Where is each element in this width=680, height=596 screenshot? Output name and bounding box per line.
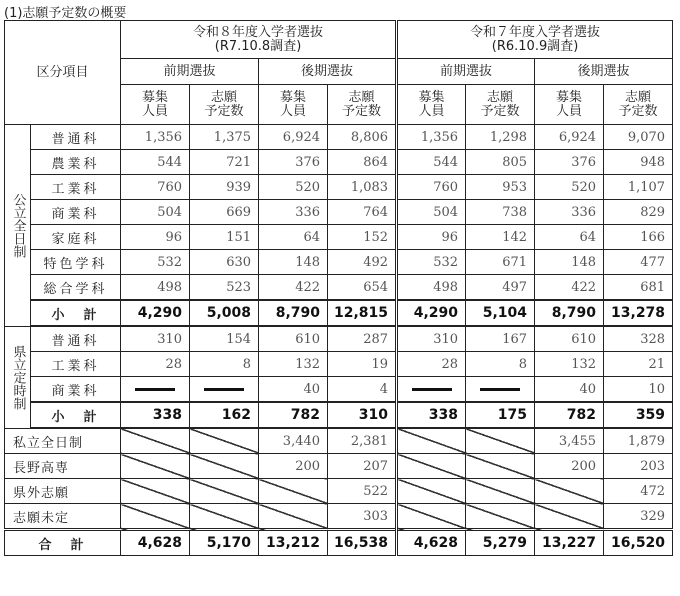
value-cell: 336 — [259, 200, 328, 225]
header-line: 予定数 — [342, 103, 382, 119]
value-cell: 148 — [535, 250, 604, 275]
value-cell: 203 — [604, 454, 673, 479]
row-label: 普通科 — [31, 326, 121, 352]
value-cell: 142 — [466, 225, 535, 250]
value-cell: 376 — [535, 150, 604, 175]
value-cell: 721 — [190, 150, 259, 175]
value-cell: 287 — [328, 326, 397, 352]
row-label: 小 計 — [31, 300, 121, 326]
table-row — [5, 377, 673, 403]
value-cell: 497 — [466, 275, 535, 301]
not-applicable-cell — [190, 377, 259, 403]
table-row — [5, 200, 673, 225]
dash-mark — [135, 388, 175, 391]
header-r7 — [397, 21, 673, 59]
row-label: 家庭科 — [31, 225, 121, 250]
header-shigan — [604, 85, 673, 125]
value-cell: 13,227 — [535, 530, 604, 556]
not-applicable-cell — [397, 377, 466, 403]
value-cell: 151 — [190, 225, 259, 250]
value-cell: 1,083 — [328, 175, 397, 200]
diagonal-cell — [190, 428, 259, 454]
value-cell: 939 — [190, 175, 259, 200]
value-cell: 200 — [535, 454, 604, 479]
value-cell: 4,628 — [121, 530, 190, 556]
value-cell: 132 — [259, 352, 328, 377]
value-cell: 376 — [259, 150, 328, 175]
value-cell: 953 — [466, 175, 535, 200]
table-row — [5, 275, 673, 301]
header-shigan — [190, 85, 259, 125]
value-cell: 9,070 — [604, 125, 673, 150]
value-cell: 671 — [466, 250, 535, 275]
diagonal-cell — [535, 479, 604, 504]
table-row — [5, 479, 673, 504]
row-label: 特色学科 — [31, 250, 121, 275]
value-cell: 829 — [604, 200, 673, 225]
header-line: 予定数 — [618, 103, 658, 119]
diagonal-cell — [121, 504, 190, 530]
value-cell: 4,290 — [397, 300, 466, 326]
value-cell: 310 — [121, 326, 190, 352]
value-cell: 3,440 — [259, 428, 328, 454]
header-line: 予定数 — [204, 103, 244, 119]
value-cell: 8 — [466, 352, 535, 377]
header-r7-survey: (R6.10.9調査) — [491, 38, 579, 54]
diagonal-cell — [121, 428, 190, 454]
value-cell: 338 — [397, 402, 466, 428]
header-line: 志願 — [625, 89, 652, 105]
value-cell: 472 — [604, 479, 673, 504]
value-cell: 2,381 — [328, 428, 397, 454]
header-r7-koki: 後期選抜 — [535, 59, 673, 85]
value-cell: 175 — [466, 402, 535, 428]
value-cell: 477 — [604, 250, 673, 275]
table-row — [5, 175, 673, 200]
value-cell: 544 — [121, 150, 190, 175]
value-cell: 522 — [328, 479, 397, 504]
value-cell: 8,806 — [328, 125, 397, 150]
value-cell: 207 — [328, 454, 397, 479]
value-cell: 504 — [397, 200, 466, 225]
header-r8 — [121, 21, 397, 59]
diagonal-cell — [190, 454, 259, 479]
header-r8-zenki: 前期選抜 — [121, 59, 259, 85]
row-label: 農業科 — [31, 150, 121, 175]
value-cell: 96 — [397, 225, 466, 250]
diagonal-cell — [466, 454, 535, 479]
value-cell: 28 — [397, 352, 466, 377]
value-cell: 544 — [397, 150, 466, 175]
value-cell: 630 — [190, 250, 259, 275]
header-line: 志願 — [211, 89, 238, 105]
diagonal-cell — [259, 479, 328, 504]
table-row — [5, 250, 673, 275]
value-cell: 154 — [190, 326, 259, 352]
diagonal-cell — [466, 504, 535, 530]
value-cell: 5,104 — [466, 300, 535, 326]
value-cell: 492 — [328, 250, 397, 275]
value-cell: 523 — [190, 275, 259, 301]
header-r8-title: 令和８年度入学者選抜 — [193, 24, 324, 40]
value-cell: 764 — [328, 200, 397, 225]
header-line: 人員 — [418, 103, 445, 119]
value-cell: 5,279 — [466, 530, 535, 556]
value-cell: 40 — [535, 377, 604, 403]
table-row — [5, 530, 673, 556]
application-summary-table — [4, 20, 673, 556]
diagonal-cell — [397, 454, 466, 479]
value-cell: 1,298 — [466, 125, 535, 150]
row-label: 私立全日制 — [5, 428, 121, 454]
row-label: 商業科 — [31, 377, 121, 403]
header-bosyu — [259, 85, 328, 125]
row-label: 長野高専 — [5, 454, 121, 479]
value-cell: 10 — [604, 377, 673, 403]
value-cell: 782 — [535, 402, 604, 428]
not-applicable-cell — [121, 377, 190, 403]
value-cell: 760 — [397, 175, 466, 200]
diagonal-cell — [121, 479, 190, 504]
value-cell: 4,628 — [397, 530, 466, 556]
dash-mark — [480, 388, 520, 391]
table-row — [5, 125, 673, 150]
value-cell: 4,290 — [121, 300, 190, 326]
header-kubun: 区分項目 — [5, 21, 121, 125]
diagonal-cell — [259, 504, 328, 530]
row-label: 小 計 — [31, 402, 121, 428]
value-cell: 359 — [604, 402, 673, 428]
value-cell: 6,924 — [259, 125, 328, 150]
table-row — [5, 326, 673, 352]
table-caption: (1)志願予定数の概要 — [4, 6, 127, 21]
value-cell: 328 — [604, 326, 673, 352]
value-cell: 1,356 — [121, 125, 190, 150]
header-bosyu — [397, 85, 466, 125]
value-cell: 21 — [604, 352, 673, 377]
value-cell: 610 — [259, 326, 328, 352]
value-cell: 13,278 — [604, 300, 673, 326]
diagonal-cell — [121, 454, 190, 479]
value-cell: 16,538 — [328, 530, 397, 556]
diagonal-cell — [397, 479, 466, 504]
row-label: 志願未定 — [5, 504, 121, 530]
value-cell: 654 — [328, 275, 397, 301]
value-cell: 167 — [466, 326, 535, 352]
header-r7-title: 令和７年度入学者選抜 — [470, 24, 601, 40]
value-cell: 681 — [604, 275, 673, 301]
header-line: 募集 — [142, 89, 169, 105]
header-line: 募集 — [280, 89, 307, 105]
value-cell: 148 — [259, 250, 328, 275]
value-cell: 422 — [535, 275, 604, 301]
value-cell: 310 — [397, 326, 466, 352]
diagonal-cell — [535, 504, 604, 530]
table-row — [5, 352, 673, 377]
value-cell: 805 — [466, 150, 535, 175]
value-cell: 782 — [259, 402, 328, 428]
header-line: 志願 — [348, 89, 375, 105]
value-cell: 310 — [328, 402, 397, 428]
value-cell: 498 — [121, 275, 190, 301]
header-shigan — [466, 85, 535, 125]
header-line: 人員 — [142, 103, 169, 119]
diagonal-cell — [466, 479, 535, 504]
value-cell: 760 — [121, 175, 190, 200]
header-line: 予定数 — [480, 103, 520, 119]
header-r8-survey: (R7.10.8調査) — [214, 38, 302, 54]
row-label: 県外志願 — [5, 479, 121, 504]
value-cell: 40 — [259, 377, 328, 403]
value-cell: 12,815 — [328, 300, 397, 326]
value-cell: 162 — [190, 402, 259, 428]
value-cell: 520 — [535, 175, 604, 200]
header-r7-zenki: 前期選抜 — [397, 59, 535, 85]
value-cell: 8,790 — [535, 300, 604, 326]
table-row — [5, 428, 673, 454]
value-cell: 64 — [535, 225, 604, 250]
row-label: 合 計 — [5, 530, 121, 556]
value-cell: 329 — [604, 504, 673, 530]
not-applicable-cell — [466, 377, 535, 403]
table-row — [5, 402, 673, 428]
header-line: 募集 — [418, 89, 445, 105]
dash-mark — [412, 388, 452, 391]
value-cell: 948 — [604, 150, 673, 175]
dash-mark — [204, 388, 244, 391]
header-line: 志願 — [487, 89, 514, 105]
value-cell: 504 — [121, 200, 190, 225]
row-label: 商業科 — [31, 200, 121, 225]
row-label: 工業科 — [31, 352, 121, 377]
value-cell: 864 — [328, 150, 397, 175]
table-row — [5, 504, 673, 530]
value-cell: 1,375 — [190, 125, 259, 150]
header-line: 募集 — [556, 89, 583, 105]
value-cell: 520 — [259, 175, 328, 200]
row-label: 普通科 — [31, 125, 121, 150]
value-cell: 13,212 — [259, 530, 328, 556]
value-cell: 422 — [259, 275, 328, 301]
table-row — [5, 300, 673, 326]
diagonal-cell — [397, 428, 466, 454]
value-cell: 610 — [535, 326, 604, 352]
value-cell: 338 — [121, 402, 190, 428]
value-cell: 532 — [121, 250, 190, 275]
diagonal-cell — [190, 504, 259, 530]
value-cell: 28 — [121, 352, 190, 377]
value-cell: 1,107 — [604, 175, 673, 200]
value-cell: 669 — [190, 200, 259, 225]
value-cell: 498 — [397, 275, 466, 301]
value-cell: 8,790 — [259, 300, 328, 326]
value-cell: 152 — [328, 225, 397, 250]
table-row — [5, 150, 673, 175]
header-bosyu — [535, 85, 604, 125]
value-cell: 1,356 — [397, 125, 466, 150]
header-bosyu — [121, 85, 190, 125]
value-cell: 96 — [121, 225, 190, 250]
value-cell: 1,879 — [604, 428, 673, 454]
table-row — [5, 454, 673, 479]
value-cell: 8 — [190, 352, 259, 377]
diagonal-cell — [397, 504, 466, 530]
diagonal-cell — [466, 428, 535, 454]
value-cell: 16,520 — [604, 530, 673, 556]
value-cell: 200 — [259, 454, 328, 479]
header-shigan — [328, 85, 397, 125]
table-row — [5, 225, 673, 250]
value-cell: 132 — [535, 352, 604, 377]
value-cell: 738 — [466, 200, 535, 225]
value-cell: 5,008 — [190, 300, 259, 326]
value-cell: 6,924 — [535, 125, 604, 150]
group-label-teiji: 県立定時制 — [5, 326, 31, 428]
value-cell: 64 — [259, 225, 328, 250]
header-line: 人員 — [556, 103, 583, 119]
header-r8-koki: 後期選抜 — [259, 59, 397, 85]
value-cell: 166 — [604, 225, 673, 250]
value-cell: 5,170 — [190, 530, 259, 556]
value-cell: 4 — [328, 377, 397, 403]
row-label: 総合学科 — [31, 275, 121, 301]
group-label-zennichi: 公立全日制 — [5, 125, 31, 327]
value-cell: 532 — [397, 250, 466, 275]
value-cell: 19 — [328, 352, 397, 377]
value-cell: 336 — [535, 200, 604, 225]
value-cell: 3,455 — [535, 428, 604, 454]
row-label: 工業科 — [31, 175, 121, 200]
header-line: 人員 — [280, 103, 307, 119]
value-cell: 303 — [328, 504, 397, 530]
diagonal-cell — [190, 479, 259, 504]
